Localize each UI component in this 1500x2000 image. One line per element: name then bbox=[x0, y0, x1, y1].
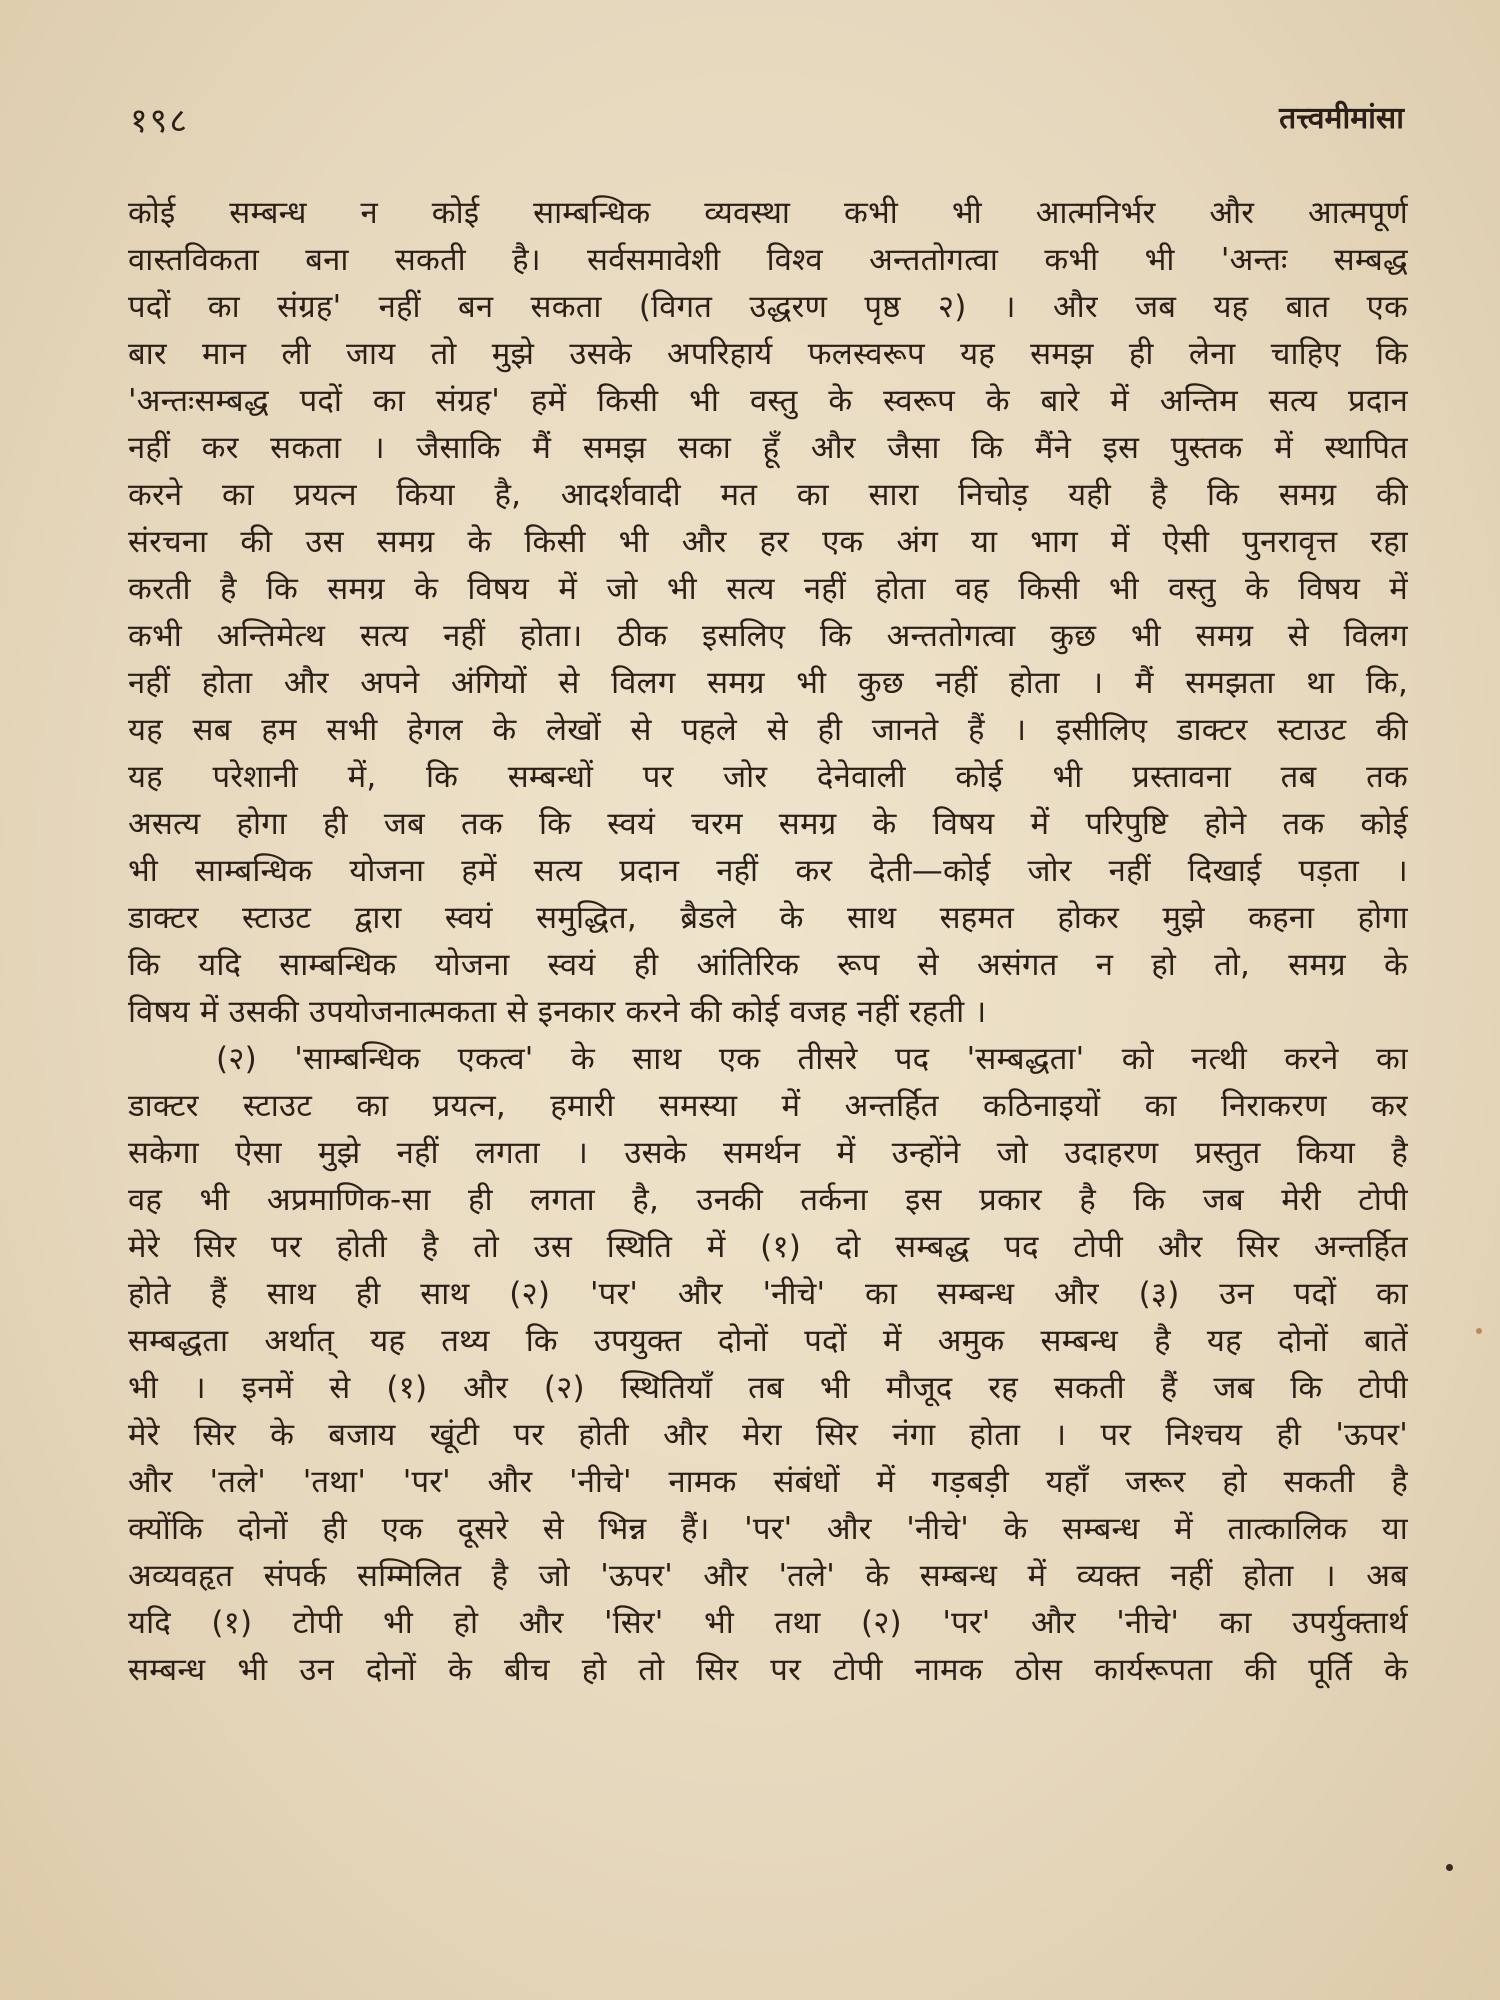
text-line: होते हैं साथ ही साथ (२) 'पर' और 'नीचे' का सम्बन्ध और (३) उन पदों का bbox=[128, 1276, 1408, 1312]
text-line-paragraph-end: विषय में उसकी उपयोजनात्मकता से इनकार करने की कोई वजह नहीं रहती । bbox=[128, 994, 987, 1030]
text-line: सम्बन्ध भी उन दोनों के बीच हो तो सिर पर टोपी नामक ठोस कार्यरूपता की पूर्ति के bbox=[128, 1652, 1408, 1688]
text-line: वह भी अप्रमाणिक-सा ही लगता है, उनकी तर्कना इस प्रकार है कि जब मेरी टोपी bbox=[128, 1182, 1408, 1218]
text-line: पदों का संग्रह' नहीं बन सकता (विगत उद्धरण पृष्ठ २) । और जब यह बात एक bbox=[128, 289, 1408, 325]
text-line: अव्यवहृत संपर्क सम्मिलित है जो 'ऊपर' और 'तले' के सम्बन्ध में व्यक्त नहीं होता । अब bbox=[128, 1558, 1408, 1594]
text-line: क्योंकि दोनों ही एक दूसरे से भिन्न हैं। 'पर' और 'नीचे' के सम्बन्ध में तात्कालिक या bbox=[128, 1511, 1408, 1547]
text-line: सम्बद्धता अर्थात् यह तथ्य कि उपयुक्त दोनों पदों में अमुक सम्बन्ध है यह दोनों बातें bbox=[128, 1323, 1408, 1359]
running-title: तत्त्वमीमांसा bbox=[1279, 101, 1404, 136]
text-line: मेरे सिर के बजाय खूंटी पर होती और मेरा सिर नंगा होता । पर निश्चय ही 'ऊपर' bbox=[128, 1417, 1408, 1453]
text-line: असत्य होगा ही जब तक कि स्वयं चरम समग्र के विषय में परिपुष्टि होने तक कोई bbox=[128, 806, 1408, 842]
text-line: करती है कि समग्र के विषय में जो भी सत्य नहीं होता वह किसी भी वस्तु के विषय में bbox=[128, 571, 1408, 607]
body-text bbox=[128, 190, 1408, 1694]
text-line: कि यदि साम्बन्धिक योजना स्वयं ही आंतिरिक रूप से असंगत न हो तो, समग्र के bbox=[128, 947, 1408, 983]
text-line: कभी अन्तिमेत्थ सत्य नहीं होता। ठीक इसलिए कि अन्ततोगत्वा कुछ भी समग्र से विलग bbox=[128, 618, 1408, 654]
text-line: भी साम्बन्धिक योजना हमें सत्य प्रदान नहीं कर देती—कोई जोर नहीं दिखाई पड़ता । bbox=[128, 853, 1408, 889]
text-line: करने का प्रयत्न किया है, आदर्शवादी मत का सारा निचोड़ यही है कि समग्र की bbox=[128, 477, 1408, 513]
text-line: वास्तविकता बना सकती है। सर्वसमावेशी विश्व अन्ततोगत्वा कभी भी 'अन्तः सम्बद्ध bbox=[128, 242, 1408, 278]
text-line: यदि (१) टोपी भी हो और 'सिर' भी तथा (२) 'पर' और 'नीचे' का उपर्युक्तार्थ bbox=[128, 1605, 1408, 1641]
text-line: नहीं होता और अपने अंगियों से विलग समग्र भी कुछ नहीं होता । मैं समझता था कि, bbox=[128, 665, 1408, 701]
text-line: और 'तले' 'तथा' 'पर' और 'नीचे' नामक संबंधों में गड़बड़ी यहाँ जरूर हो सकती है bbox=[128, 1464, 1408, 1500]
text-line: डाक्टर स्टाउट का प्रयत्न, हमारी समस्या में अन्तर्हित कठिनाइयों का निराकरण कर bbox=[128, 1088, 1408, 1124]
text-line: बार मान ली जाय तो मुझे उसके अपरिहार्य फलस्वरूप यह समझ ही लेना चाहिए कि bbox=[128, 336, 1408, 372]
text-line: यह सब हम सभी हेगल के लेखों से पहले से ही जानते हैं । इसीलिए डाक्टर स्टाउट की bbox=[128, 712, 1408, 748]
ink-speck bbox=[1476, 1328, 1482, 1334]
ink-speck bbox=[1446, 1864, 1453, 1871]
text-line: कोई सम्बन्ध न कोई साम्बन्धिक व्यवस्था कभी भी आत्मनिर्भर और आत्मपूर्ण bbox=[128, 195, 1408, 231]
text-line: 'अन्तःसम्बद्ध पदों का संग्रह' हमें किसी भी वस्तु के स्वरूप के बारे में अन्तिम सत्य प्रदान bbox=[128, 383, 1408, 419]
text-line: यह परेशानी में, कि सम्बन्धों पर जोर देनेवाली कोई भी प्रस्तावना तब तक bbox=[128, 759, 1408, 795]
text-line: नहीं कर सकता । जैसाकि मैं समझ सका हूँ और जैसा कि मैंने इस पुस्तक में स्थापित bbox=[128, 430, 1408, 466]
page-number: १९८ bbox=[130, 101, 190, 141]
page-header bbox=[130, 96, 1404, 142]
text-line: मेरे सिर पर होती है तो उस स्थिति में (१) दो सम्बद्ध पद टोपी और सिर अन्तर्हित bbox=[128, 1229, 1408, 1265]
text-line: भी । इनमें से (१) और (२) स्थितियाँ तब भी मौजूद रह सकती हैं जब कि टोपी bbox=[128, 1370, 1408, 1406]
text-line: सकेगा ऐसा मुझे नहीं लगता । उसके समर्थन में उन्होंने जो उदाहरण प्रस्तुत किया है bbox=[128, 1135, 1408, 1171]
text-line: संरचना की उस समग्र के किसी भी और हर एक अंग या भाग में ऐसी पुनरावृत्त रहा bbox=[128, 524, 1408, 560]
text-line: डाक्टर स्टाउट द्वारा स्वयं समुद्धित, ब्रैडले के साथ सहमत होकर मुझे कहना होगा bbox=[128, 900, 1408, 936]
text-line-paragraph-start: (२) 'साम्बन्धिक एकत्व' के साथ एक तीसरे पद 'सम्बद्धता' को नत्थी करने का bbox=[216, 1041, 1408, 1077]
